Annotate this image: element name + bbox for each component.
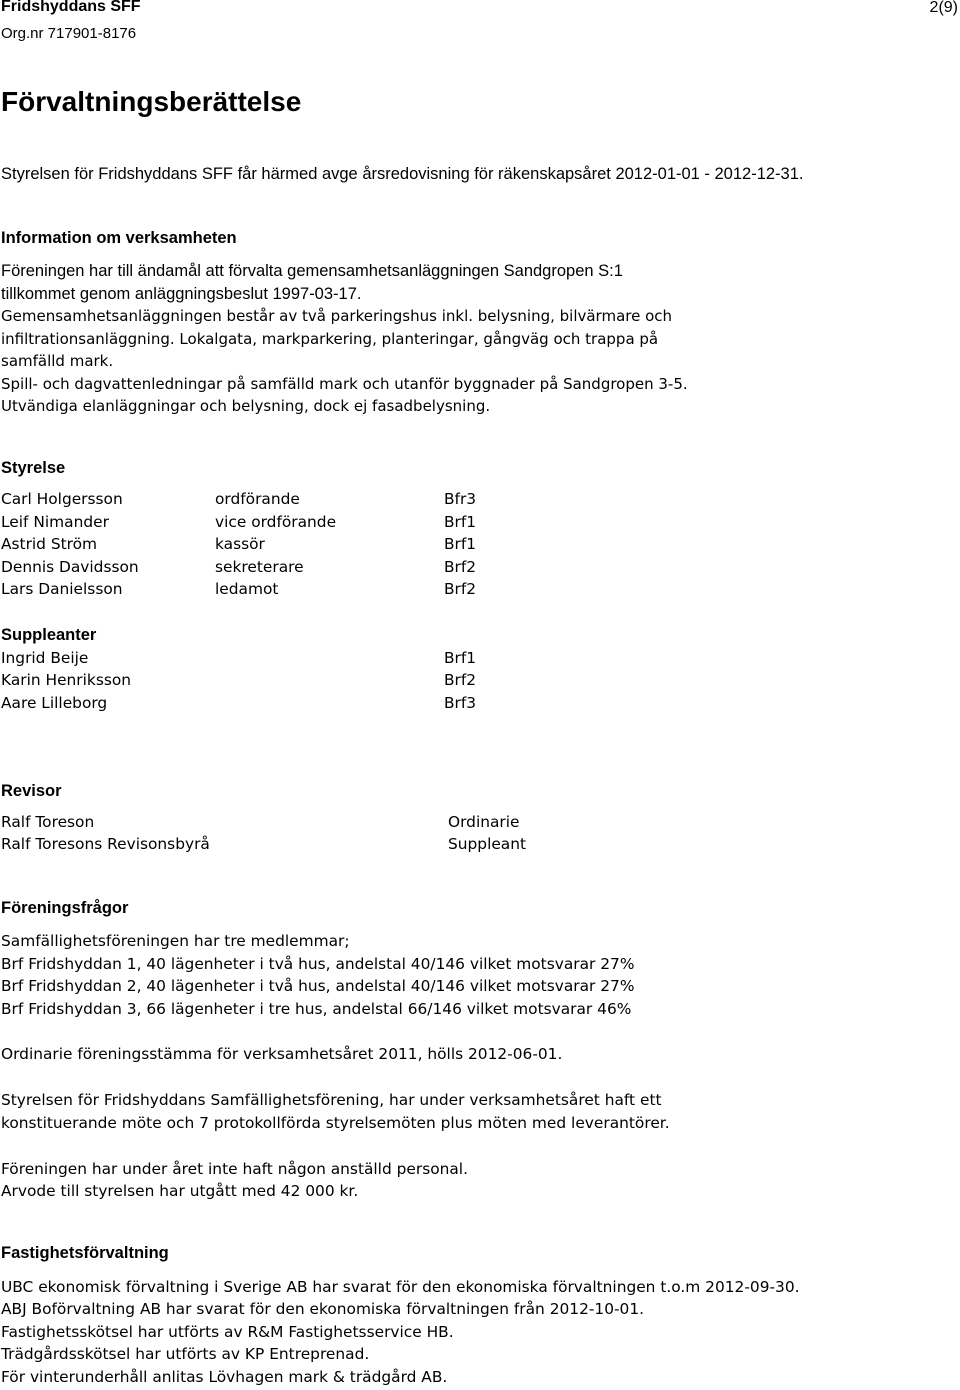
foreningsfragor-line: Brf Fridshyddan 3, 66 lägenheter i tre hus, andelstal 66/146 vilket motsvarar 46%	[1, 1000, 632, 1018]
document-title: Förvaltningsberättelse	[1, 86, 302, 117]
styrelse-row	[0, 580, 960, 603]
page-number: 2(9)	[929, 0, 958, 16]
styrelse-row	[0, 513, 960, 536]
member-name: Lars Danielsson	[1, 580, 123, 598]
section-heading-revisor: Revisor	[1, 782, 62, 800]
org-number: Org.nr 717901-8176	[1, 25, 137, 42]
member-name: Astrid Ström	[1, 535, 98, 553]
member-name: Leif Nimander	[1, 513, 109, 531]
member-brf: Brf1	[444, 535, 477, 553]
member-name: Ingrid Beije	[1, 649, 89, 667]
foreningsfragor-line: Brf Fridshyddan 1, 40 lägenheter i två hus, andelstal 40/146 vilket motsvarar 27%	[1, 955, 635, 973]
foreningsfragor-line: Samfällighetsföreningen har tre medlemmar;	[1, 932, 350, 950]
styrelse-row	[0, 490, 960, 513]
verksamhet-line: Gemensamhetsanläggningen består av två parkeringshus inkl. belysning, bilvärmare och	[1, 307, 673, 325]
verksamhet-line: Spill- och dagvattenledningar på samfälld mark och utanför byggnader på Sandgropen 3-5.	[1, 375, 688, 393]
section-heading-fastighet: Fastighetsförvaltning	[1, 1244, 169, 1262]
member-brf: Brf2	[444, 558, 477, 576]
revisor-row	[0, 813, 960, 836]
section-heading-styrelse: Styrelse	[1, 459, 66, 477]
verksamhet-line: samfälld mark.	[1, 352, 114, 370]
stamma-line: Ordinarie föreningsstämma för verksamhetsåret 2011, hölls 2012-06-01.	[1, 1045, 563, 1063]
intro-paragraph: Styrelsen för Fridshyddans SFF får härmed avge årsredovisning för räkenskapsåret 2012-01-01 - 2012-12-31.	[1, 165, 804, 183]
member-brf: Brf1	[444, 649, 477, 667]
revisor-role: Ordinarie	[448, 813, 520, 831]
member-brf: Brf1	[444, 513, 477, 531]
verksamhet-line: Utvändiga elanläggningar och belysning, dock ej fasadbelysning.	[1, 397, 491, 415]
styrelse-row	[0, 535, 960, 558]
member-role: ledamot	[215, 580, 279, 598]
section-heading-foreningsfragor: Föreningsfrågor	[1, 899, 129, 917]
fastighet-line: Trädgårdsskötsel har utförts av KP Entreprenad.	[1, 1345, 370, 1363]
styrelse-row	[0, 558, 960, 581]
revisor-row	[0, 835, 960, 858]
member-brf: Bfr3	[444, 490, 477, 508]
member-role: vice ordförande	[215, 513, 337, 531]
member-brf: Brf3	[444, 694, 477, 712]
fastighet-line: Fastighetsskötsel har utförts av R&M Fastighetsservice HB.	[1, 1323, 454, 1341]
verksamhet-line: tillkommet genom anläggningsbeslut 1997-03-17.	[1, 285, 362, 303]
member-name: Dennis Davidsson	[1, 558, 139, 576]
revisor-name: Ralf Toresons Revisonsbyrå	[1, 835, 210, 853]
revisor-role: Suppleant	[448, 835, 527, 853]
fastighet-line: ABJ Boförvaltning AB har svarat för den ekonomiska förvaltningen från 2012-10-01.	[1, 1300, 645, 1318]
verksamhet-line: Föreningen har till ändamål att förvalta gemensamhetsanläggningen Sandgropen S:1	[1, 262, 623, 280]
suppleant-row	[0, 649, 960, 672]
mote-line: Styrelsen för Fridshyddans Samfällighetsförening, har under verksamhetsåret haft ett	[1, 1091, 662, 1109]
member-role: ordförande	[215, 490, 300, 508]
member-brf: Brf2	[444, 671, 477, 689]
suppleant-row	[0, 694, 960, 717]
verksamhet-line: infiltrationsanläggning. Lokalgata, markparkering, planteringar, gångväg och trappa på	[1, 330, 659, 348]
personal-line: Föreningen har under året inte haft någon anställd personal.	[1, 1160, 468, 1178]
fastighet-line: UBC ekonomisk förvaltning i Sverige AB har svarat för den ekonomiska förvaltningen t.o.m 2012-09-30.	[1, 1278, 800, 1296]
member-name: Carl Holgersson	[1, 490, 123, 508]
mote-line: konstituerande möte och 7 protokollförda styrelsemöten plus möten med leverantörer.	[1, 1114, 670, 1132]
section-heading-verksamhet: Information om verksamheten	[1, 229, 237, 247]
member-name: Aare Lilleborg	[1, 694, 108, 712]
member-role: sekreterare	[215, 558, 304, 576]
revisor-name: Ralf Toreson	[1, 813, 95, 831]
member-name: Karin Henriksson	[1, 671, 132, 689]
fastighet-line: För vinterunderhåll anlitas Lövhagen mark & trädgård AB.	[1, 1368, 448, 1386]
section-heading-suppleanter: Suppleanter	[1, 626, 97, 644]
member-brf: Brf2	[444, 580, 477, 598]
suppleant-row	[0, 671, 960, 694]
personal-line: Arvode till styrelsen har utgått med 42 000 kr.	[1, 1182, 359, 1200]
org-name: Fridshyddans SFF	[1, 0, 141, 15]
foreningsfragor-line: Brf Fridshyddan 2, 40 lägenheter i två hus, andelstal 40/146 vilket motsvarar 27%	[1, 977, 635, 995]
member-role: kassör	[215, 535, 265, 553]
